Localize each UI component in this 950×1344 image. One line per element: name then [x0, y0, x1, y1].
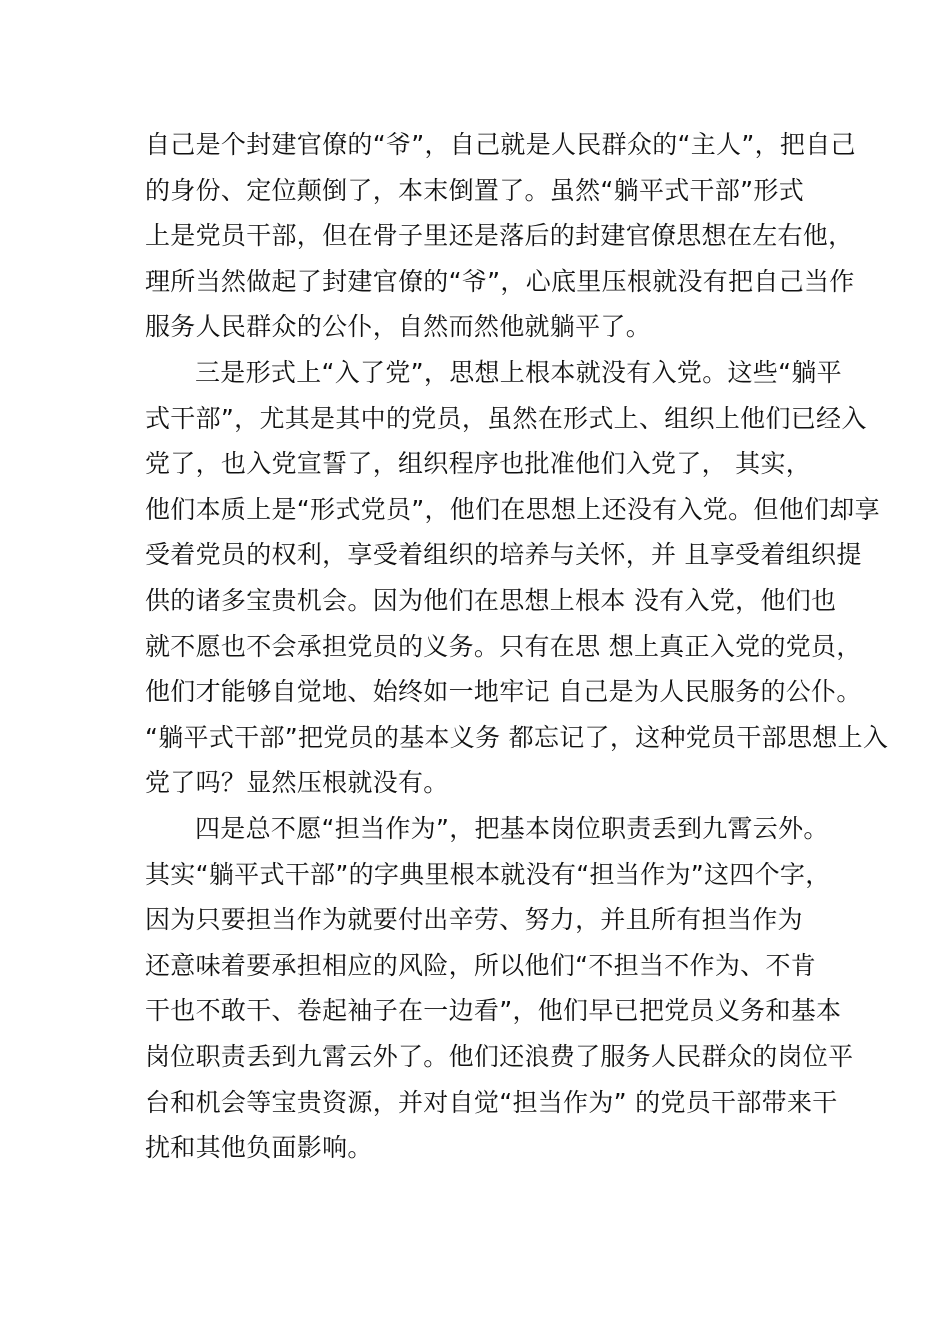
- text-line: 因为只要担当作为就要付出辛劳、努力，并且所有担当作为: [145, 905, 803, 935]
- text-line: 还意味着要承担相应的风险，所以他们“不担当不作为、不肯: [145, 950, 817, 980]
- text-line: 自己是个封建官僚的“爷”，自己就是人民群众的“主人”，把自己: [145, 130, 856, 159]
- text-line: 式干部”，尤其是其中的党员，虽然在形式上、组织上他们已经入: [145, 403, 867, 433]
- text-line: 党了，也入党宣誓了，组织程序也批准他们入党了， 其实，: [145, 449, 812, 479]
- text-line: 就不愿也不会承担党员的义务。只有在思 想上真正入党的党员，: [145, 631, 862, 661]
- text-line: 服务人民群众的公仆，自然而然他就躺平了。: [145, 312, 652, 342]
- text-line: 他们才能够自觉地、始终如一地牢记 自己是为人民服务的公仆。: [145, 677, 862, 707]
- text-line: 他们本质上是“形式党员”，他们在思想上还没有入党。但他们却享: [145, 494, 880, 524]
- text-line: 上是党员干部，但在骨子里还是落后的封建官僚思想在左右他，: [145, 221, 854, 251]
- text-line: 理所当然做起了封建官僚的“爷”，心底里压根就没有把自己当作: [145, 266, 855, 296]
- text-line: 的身份、定位颠倒了，本末倒置了。虽然“躺平式干部”形式: [145, 175, 805, 205]
- text-line: 党了吗？显然压根就没有。: [145, 768, 449, 798]
- text-line: 干也不敢干、卷起袖子在一边看”，他们早已把党员义务和基本: [145, 996, 842, 1026]
- text-line: 岗位职责丢到九霄云外了。他们还浪费了服务人民群众的岗位平: [145, 1042, 854, 1071]
- text-line: 四是总不愿“担当作为”，把基本岗位职责丢到九霄云外。: [195, 814, 829, 843]
- text-line: 其实“躺平式干部”的字典里根本就没有“担当作为”这四个字，: [145, 859, 831, 889]
- text-line: 扰和其他负面影响。: [145, 1133, 373, 1163]
- text-line: “躺平式干部”把党员的基本义务 都忘记了，这种党员干部思想上入: [145, 722, 889, 752]
- text-line: 受着党员的权利，享受着组织的培养与关怀，并 且享受着组织提: [145, 540, 862, 570]
- text-line: 供的诸多宝贵机会。因为他们在思想上根本 没有入党，他们也: [145, 586, 837, 615]
- text-line: 三是形式上“入了党”，思想上根本就没有入党。这些“躺平: [195, 358, 842, 387]
- text-line: 台和机会等宝贵资源，并对自觉“担当作为” 的党员干部带来干: [145, 1087, 838, 1117]
